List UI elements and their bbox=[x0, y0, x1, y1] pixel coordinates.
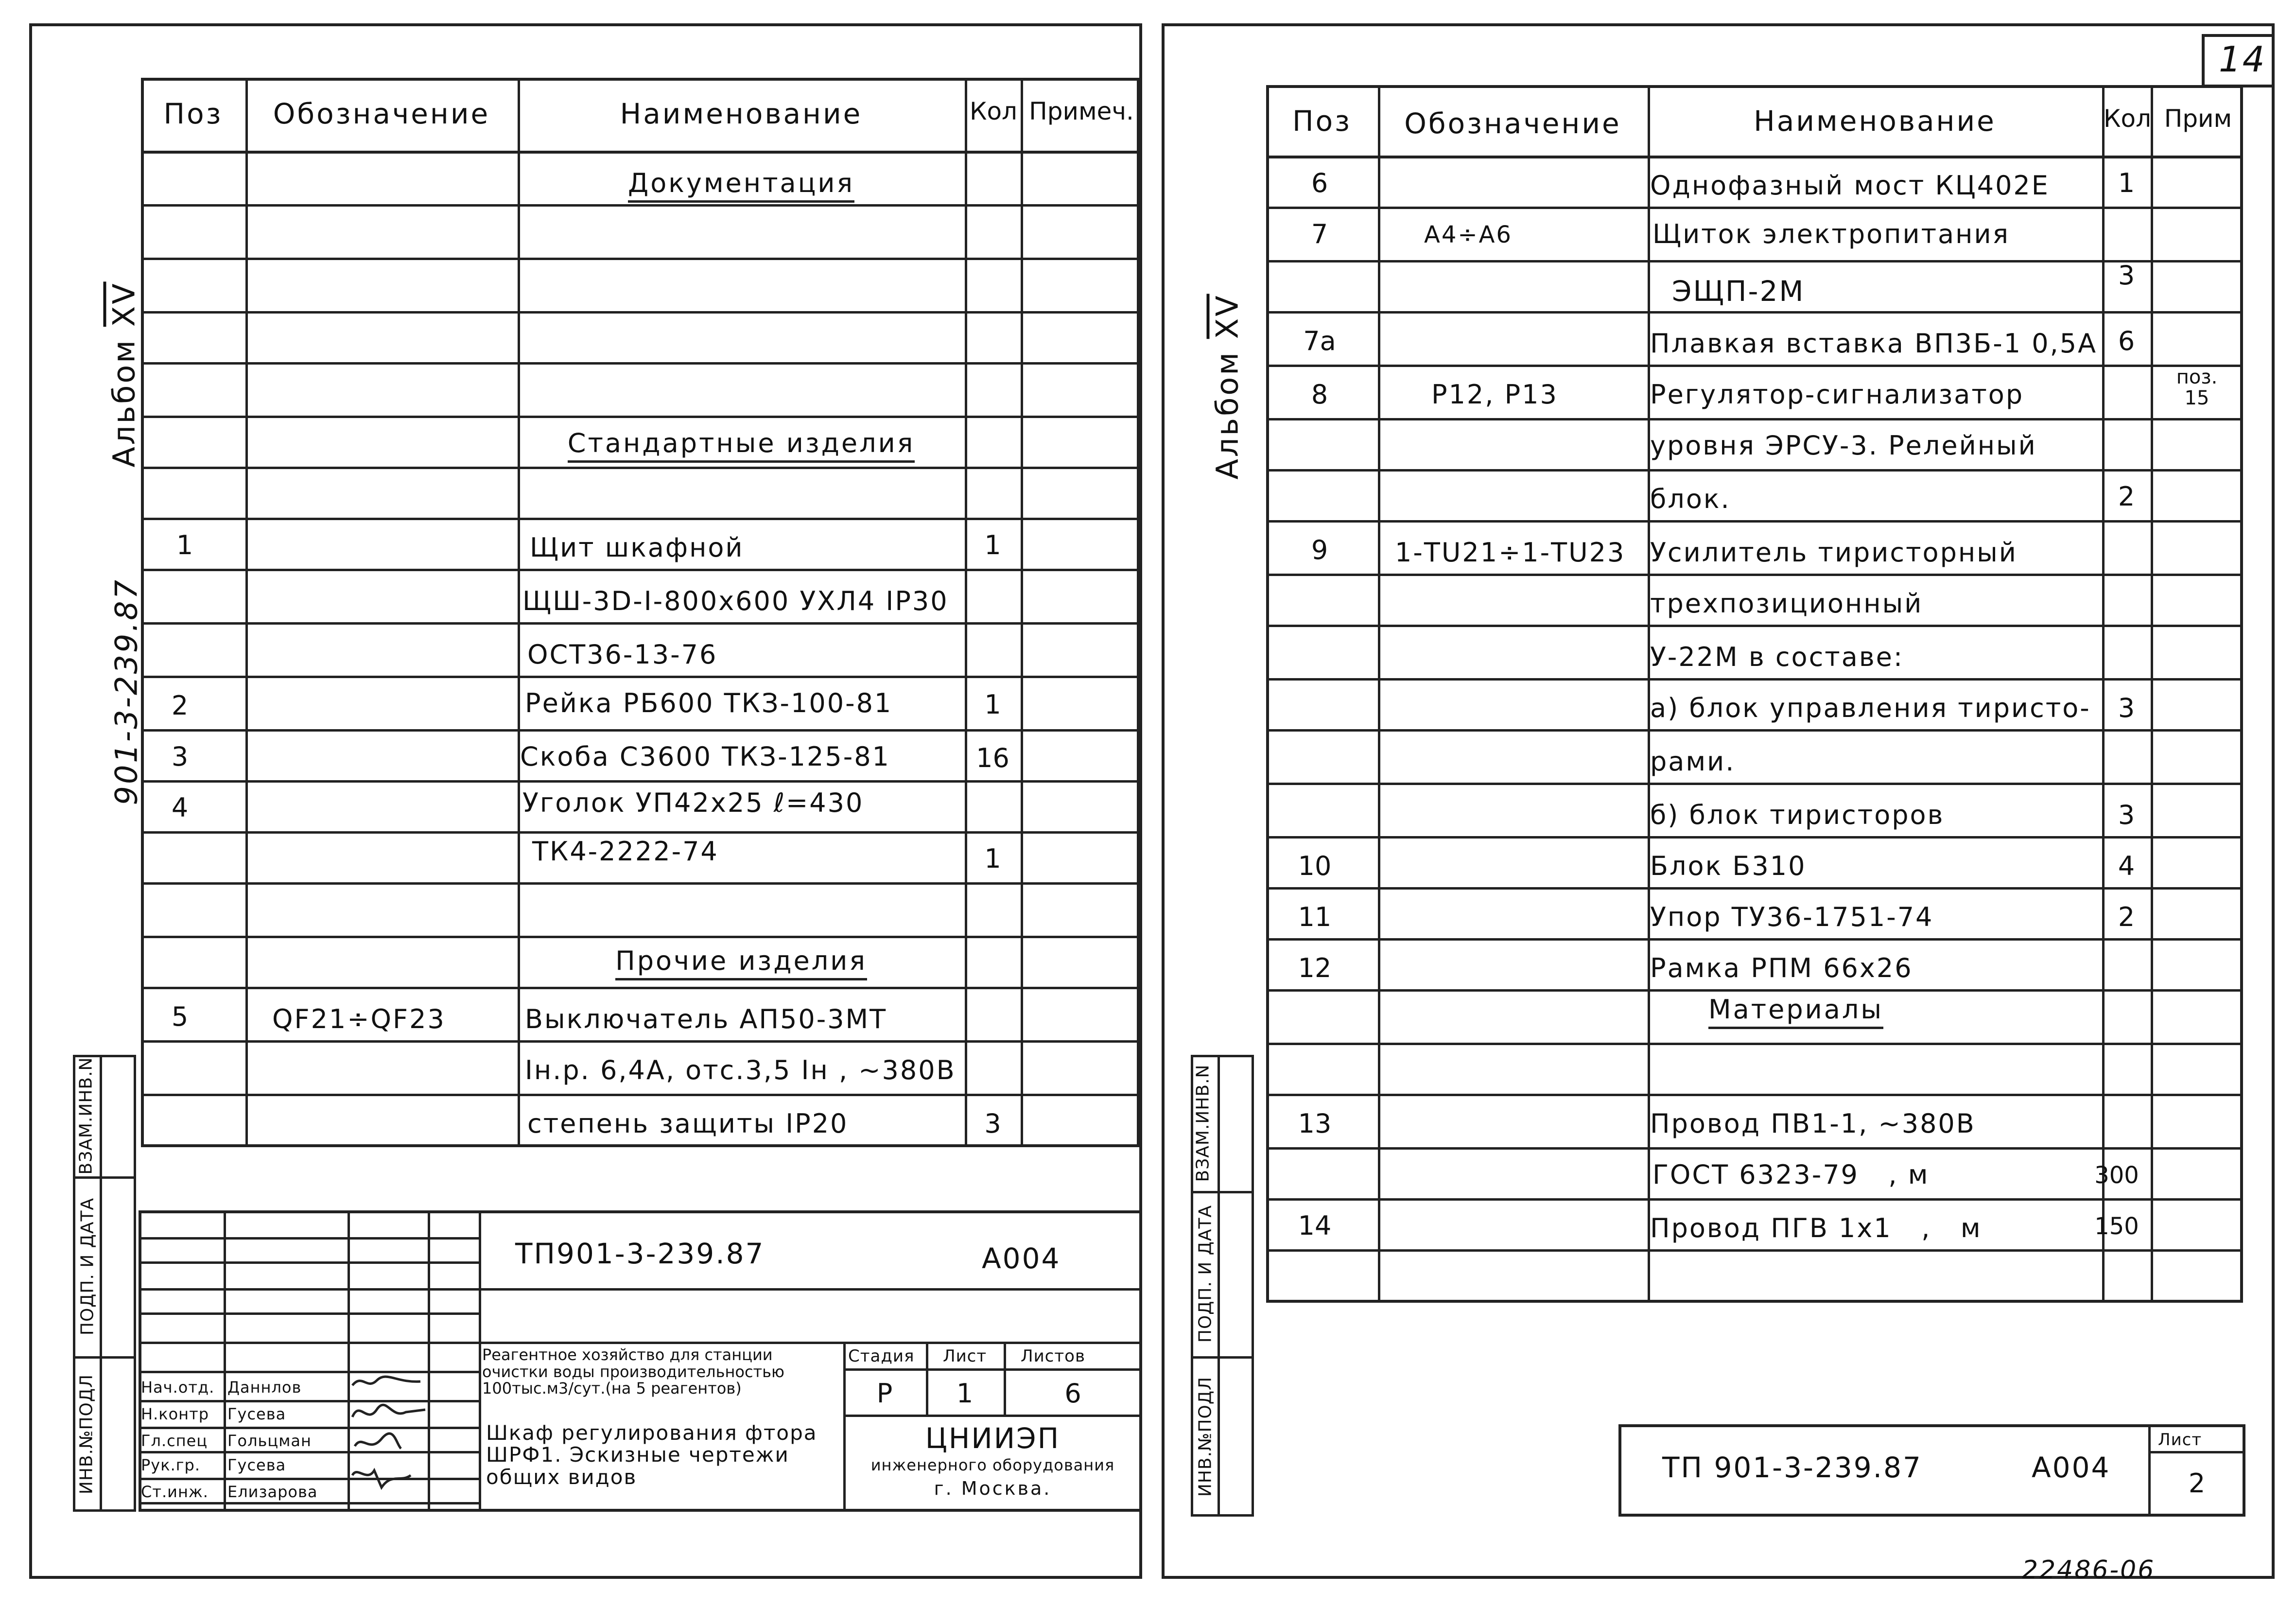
row-name: Скоба С3600 ТКЗ-125-81 bbox=[520, 741, 890, 772]
sheet-value: 1 bbox=[956, 1378, 974, 1409]
row-name: Уголок УП42х25 ℓ=430 bbox=[522, 787, 864, 818]
row-name: Упор ТУ36-1751-74 bbox=[1650, 902, 1934, 932]
right-doc-code: ТП 901-3-239.87 bbox=[1662, 1451, 1922, 1484]
stamp-label: ИНВ.№ПОДЛ bbox=[76, 1374, 97, 1495]
row-pos: 12 bbox=[1298, 953, 1332, 983]
role: Рук.гр. bbox=[141, 1456, 201, 1474]
project-title: Реагентное хозяйство для станции очистки воды производительностью 100тыс.м3/сут.(на 5 реагентов) bbox=[482, 1346, 784, 1398]
row-name: ТК4-2222-74 bbox=[532, 836, 719, 867]
left-header-pos: Поз bbox=[163, 97, 223, 130]
row-name: У-22М в составе: bbox=[1650, 642, 1904, 672]
row-qty: 2 bbox=[2118, 902, 2135, 932]
row-pos: 1 bbox=[176, 530, 193, 560]
section-title: Стандартные изделия bbox=[520, 428, 962, 458]
right-sheet-value: 2 bbox=[2188, 1468, 2206, 1499]
stage-value: Р bbox=[876, 1378, 893, 1409]
sheets-label: Листов bbox=[1021, 1346, 1086, 1366]
stage-label: Стадия bbox=[848, 1346, 915, 1366]
stamp-label: ВЗАМ.ИНВ.N bbox=[1193, 1064, 1213, 1182]
row-pos: 2 bbox=[171, 690, 189, 721]
right-header-pos: Поз bbox=[1292, 105, 1352, 138]
album-label: Альбом $\overline{XV}$ bbox=[1209, 294, 1245, 480]
left-sheet-code: А004 bbox=[982, 1242, 1061, 1275]
row-qty: 1 bbox=[984, 843, 1001, 874]
row-qty: 3 bbox=[984, 1108, 1001, 1139]
stamp-label: ПОДП. И ДАТА bbox=[1195, 1205, 1216, 1343]
row-qty: 1 bbox=[2118, 168, 2135, 198]
right-header-qty: Кол bbox=[2104, 105, 2152, 133]
right-header-designation: Обозначение bbox=[1404, 107, 1621, 140]
row-name: уровня ЭРСУ-3. Релейный bbox=[1650, 430, 2037, 461]
row-qty: 3 bbox=[2118, 260, 2135, 291]
stamp-label: ВЗАМ.ИНВ.N bbox=[76, 1057, 96, 1175]
stamp-label: ПОДП. И ДАТА bbox=[77, 1197, 98, 1336]
page-number: 14 bbox=[2219, 39, 2266, 80]
row-pos: 7а bbox=[1303, 326, 1336, 356]
row-pos: 8 bbox=[1311, 379, 1328, 410]
drawing-title: Шкаф регулирования фтора ШРФ1. Эскизные чертежи общих видов bbox=[486, 1421, 818, 1489]
row-pos: 9 bbox=[1311, 535, 1328, 565]
row-name: Рейка РБ600 ТКЗ-100-81 bbox=[525, 688, 893, 718]
role: Н.контр bbox=[141, 1405, 209, 1423]
row-designation: QF21÷QF23 bbox=[272, 1004, 446, 1034]
stamp-label: ИНВ.№ПОДЛ bbox=[1195, 1376, 1216, 1497]
right-header-name: Наименование bbox=[1754, 105, 1996, 138]
right-header-note: Прим bbox=[2164, 105, 2232, 133]
person-name: Гольцман bbox=[227, 1432, 312, 1450]
sheets-value: 6 bbox=[1064, 1378, 1081, 1409]
row-pos: 10 bbox=[1298, 851, 1332, 881]
row-name: ГОСТ 6323-79 , м bbox=[1652, 1159, 1930, 1190]
row-name: Рамка РПМ 66х26 bbox=[1650, 953, 1913, 983]
left-header-name: Наименование bbox=[620, 97, 863, 130]
row-pos: 13 bbox=[1298, 1108, 1332, 1139]
left-header-designation: Обозначение bbox=[273, 97, 490, 130]
row-designation: А4÷А6 bbox=[1424, 221, 1513, 248]
role: Ст.инж. bbox=[141, 1483, 209, 1501]
section-title: Материалы bbox=[1650, 994, 1942, 1025]
row-pos: 5 bbox=[171, 1001, 189, 1032]
row-designation: 1-ТU21÷1-ТU23 bbox=[1395, 537, 1626, 568]
row-name: Провод ПВ1-1, ~380В bbox=[1650, 1108, 1976, 1139]
row-name: Выключатель АП50-3МТ bbox=[525, 1004, 887, 1034]
row-qty: 150 bbox=[2094, 1213, 2139, 1240]
right-sheet-label: Лист bbox=[2158, 1430, 2202, 1450]
person-name: Даннлов bbox=[227, 1378, 302, 1397]
row-pos: 6 bbox=[1311, 168, 1328, 198]
person-name: Гусева bbox=[227, 1456, 286, 1474]
row-note: поз. 15 bbox=[2176, 366, 2218, 410]
row-name: Iн.р. 6,4А, отс.3,5 Iн , ~380В bbox=[525, 1055, 956, 1085]
row-name: рами. bbox=[1650, 746, 1736, 777]
row-name: ЭЩП-2М bbox=[1672, 275, 1805, 308]
section-title: Прочие изделия bbox=[520, 945, 962, 976]
row-name: ЩШ-3D-I-800х600 УХЛ4 IP30 bbox=[522, 586, 949, 616]
row-name: Щиток электропитания bbox=[1652, 219, 2010, 249]
right-sheet-code: А004 bbox=[2032, 1451, 2111, 1484]
row-designation: Р12, Р13 bbox=[1431, 379, 1558, 410]
row-name: Щит шкафной bbox=[530, 532, 744, 563]
row-qty: 1 bbox=[984, 689, 1001, 720]
sheet-label: Лист bbox=[943, 1346, 987, 1366]
section-title: Документация bbox=[520, 168, 962, 198]
row-name: блок. bbox=[1650, 484, 1731, 514]
row-pos: 4 bbox=[171, 792, 189, 823]
drawing-code: 901-3-239.87 bbox=[108, 578, 144, 805]
left-header-qty: Кол bbox=[969, 97, 1018, 125]
row-qty: 300 bbox=[2094, 1162, 2139, 1189]
row-name: Регулятор-сигнализатор bbox=[1650, 379, 2024, 410]
person-name: Гусева bbox=[227, 1405, 286, 1423]
album-label: Альбом $\overline{XV}$ bbox=[106, 281, 142, 468]
row-pos: 11 bbox=[1298, 902, 1332, 932]
row-qty: 3 bbox=[2118, 693, 2135, 723]
organization: ЦНИИЭП bbox=[925, 1422, 1061, 1455]
role: Гл.спец bbox=[141, 1432, 208, 1450]
row-name: трехпозиционный bbox=[1650, 588, 1923, 619]
row-name: Усилитель тиристорный bbox=[1650, 537, 2018, 568]
left-doc-code: ТП901-3-239.87 bbox=[515, 1237, 765, 1270]
row-name: б) блок тиристоров bbox=[1650, 800, 1945, 830]
row-qty: 3 bbox=[2118, 800, 2135, 830]
row-pos: 7 bbox=[1311, 219, 1328, 249]
signatures bbox=[348, 1371, 430, 1507]
row-qty: 4 bbox=[2118, 851, 2135, 881]
row-name: Блок Б310 bbox=[1650, 851, 1807, 881]
left-header-note: Примеч. bbox=[1029, 97, 1134, 125]
row-name: а) блок управления тиристо- bbox=[1650, 693, 2091, 723]
row-name: ОСТ36-13-76 bbox=[527, 639, 718, 670]
organization-city: г. Москва. bbox=[934, 1478, 1052, 1499]
archive-number: 22486-06 bbox=[2022, 1556, 2156, 1585]
row-pos: 14 bbox=[1298, 1210, 1332, 1241]
row-qty: 1 bbox=[984, 530, 1001, 560]
row-qty: 2 bbox=[2118, 481, 2135, 512]
row-name: Плавкая вставка ВП3Б-1 0,5А bbox=[1650, 328, 2098, 359]
row-qty: 6 bbox=[2118, 326, 2135, 356]
role: Нач.отд. bbox=[141, 1378, 215, 1397]
row-qty: 16 bbox=[976, 743, 1009, 773]
person-name: Елизарова bbox=[227, 1483, 318, 1501]
row-name: Провод ПГВ 1х1 , м bbox=[1650, 1213, 1982, 1243]
organization-sub: инженерного оборудования bbox=[870, 1456, 1115, 1474]
row-pos: 3 bbox=[171, 741, 189, 772]
row-name: Однофазный мост КЦ402Е bbox=[1650, 170, 2050, 201]
row-name: степень защиты IP20 bbox=[527, 1108, 849, 1139]
